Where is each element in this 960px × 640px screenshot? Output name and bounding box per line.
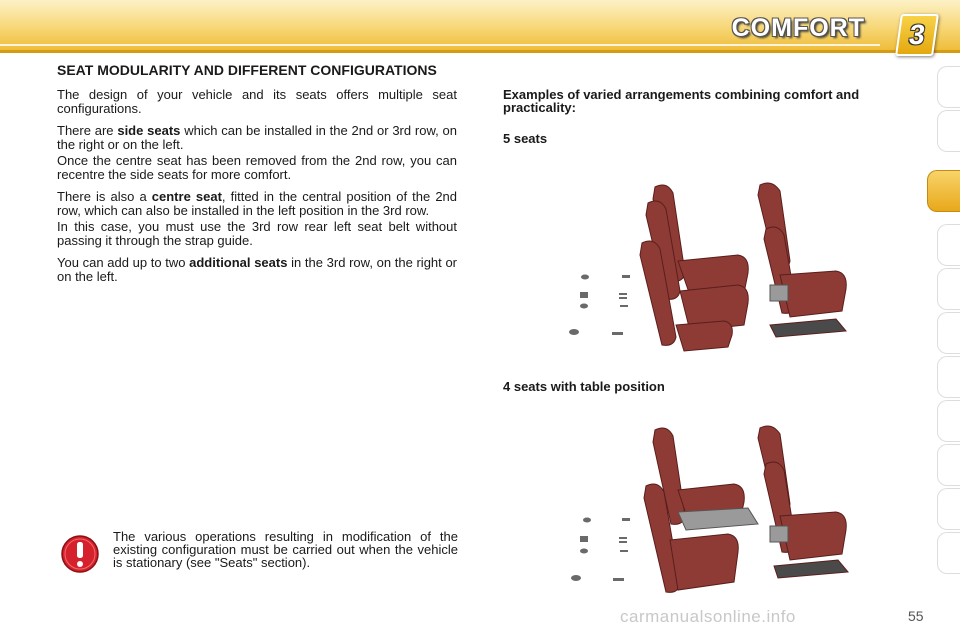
chapter-header <box>0 0 960 53</box>
header-rule <box>0 44 880 46</box>
exclamation-icon <box>60 534 100 574</box>
centre-seat-paragraph: There is also a centre seat, fitted in the central position of the 2nd row, which can also be installed in the left position in the 3rd row. <box>57 189 458 218</box>
recentre-paragraph: Once the centre seat has been removed from the 2nd row, you can recentre the side seats for more comfort. <box>57 153 457 182</box>
four-seat-table-illustration <box>560 420 870 605</box>
chapter-title: COMFORT <box>731 14 865 42</box>
chapter-tab-8[interactable] <box>937 400 960 442</box>
seat-group-right-2 <box>758 426 848 578</box>
seat-belt-paragraph: In this case, you must use the 3rd row rear left seat belt without passing it through the strap guide. <box>57 219 457 248</box>
chapter-tab-9[interactable] <box>937 444 960 486</box>
seat-group-right <box>758 183 846 337</box>
examples-heading: Examples of varied arrangements combining comfort and practicality: <box>503 87 860 115</box>
left-column <box>57 88 457 292</box>
chapter-tab-6[interactable] <box>937 312 960 354</box>
chapter-tab-1[interactable] <box>937 66 960 108</box>
chapter-tab-11[interactable] <box>937 532 960 574</box>
four-seats-label: 4 seats with table position <box>503 379 665 394</box>
section-title: SEAT MODULARITY AND DIFFERENT CONFIGURATIONS <box>57 62 437 78</box>
page-number: 55 <box>908 608 924 624</box>
watermark: carmanualsonline.info <box>620 607 796 626</box>
chapter-tab-7[interactable] <box>937 356 960 398</box>
chapter-tab-2[interactable] <box>937 110 960 152</box>
chapter-tab-3-active[interactable] <box>927 170 960 212</box>
chapter-tab-5[interactable] <box>937 268 960 310</box>
seat-group-left-2 <box>644 428 758 592</box>
chapter-tab-10[interactable] <box>937 488 960 530</box>
chapter-tabs <box>926 66 960 576</box>
five-seat-illustration <box>560 175 870 365</box>
warning-text: The various operations resulting in modification of the existing configuration must be carried out when the vehicle is stationary (see "Seats" section). <box>113 529 458 570</box>
seat-layout-diagram <box>569 275 630 336</box>
additional-seats-paragraph: You can add up to two additional seats in the 3rd row, on the right or on the left. <box>57 255 457 284</box>
side-seats-paragraph: There are side seats which can be installed in the 2nd or 3rd row, on the right or on the left. <box>57 123 457 152</box>
chapter-tab-4[interactable] <box>937 224 960 266</box>
five-seats-label: 5 seats <box>503 131 548 146</box>
chapter-number-badge: 3 <box>895 14 939 56</box>
intro-paragraph: The design of your vehicle and its seats offers multiple seat configurations. <box>57 87 457 116</box>
right-column <box>503 87 903 394</box>
seat-layout-diagram-2 <box>571 518 630 582</box>
seat-group-left <box>640 185 748 351</box>
